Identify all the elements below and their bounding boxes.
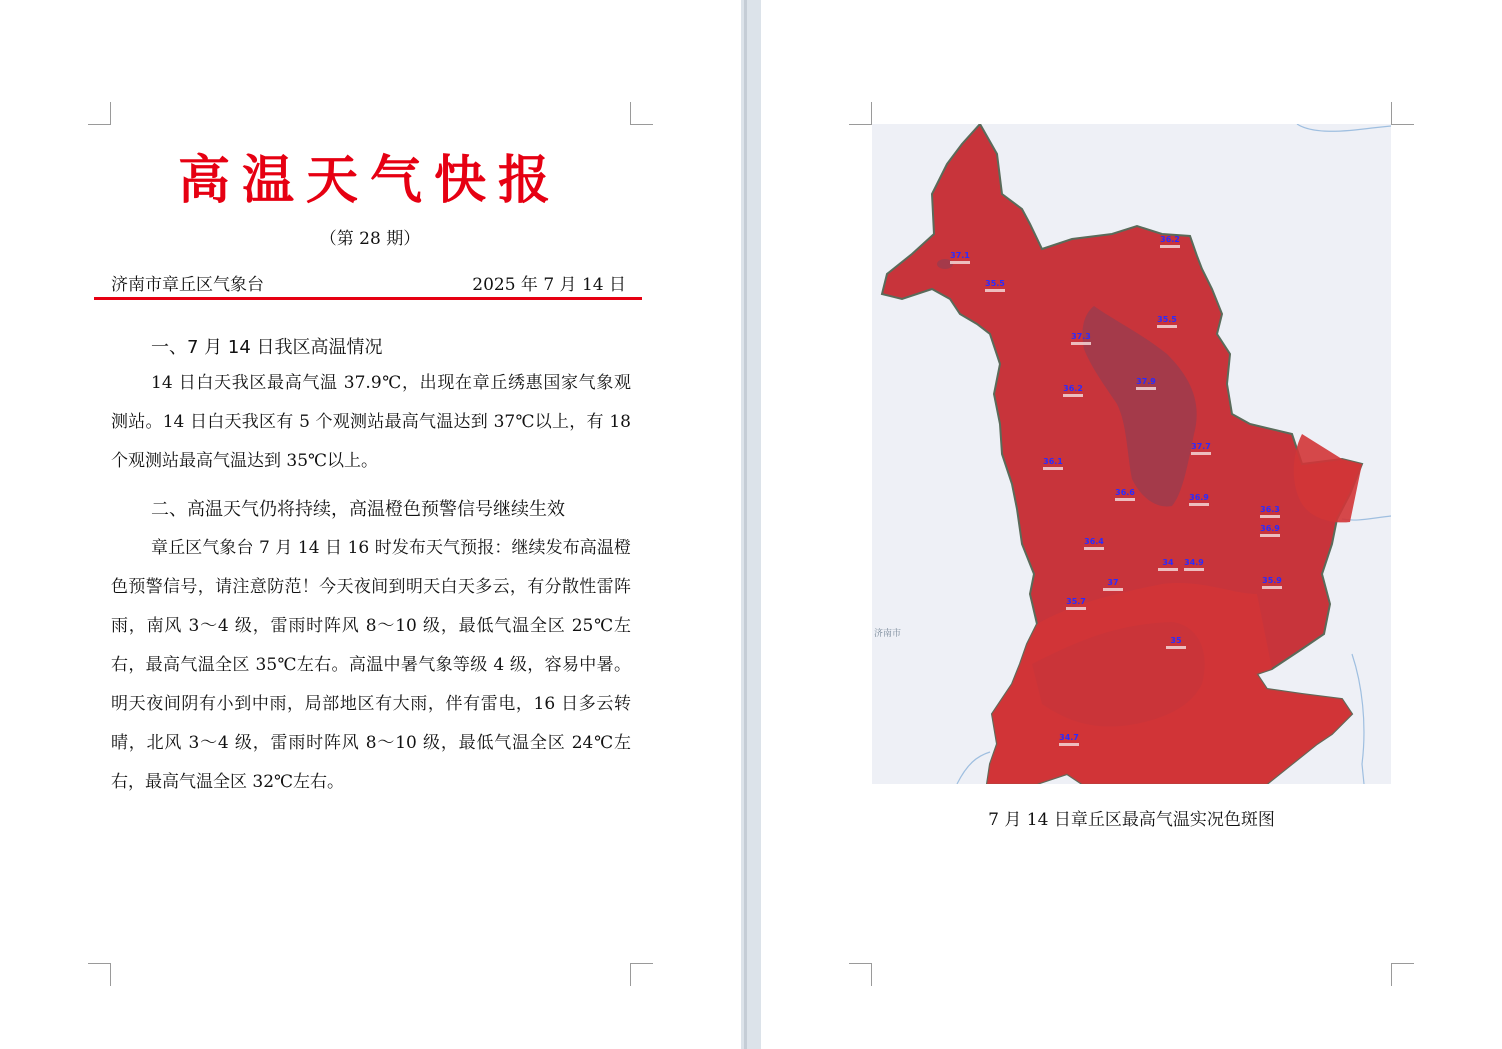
station-marker [1262,576,1282,589]
station-marker [1084,537,1104,550]
margin-corner-mark [849,102,872,125]
section-heading-1: 一、7 月 14 日我区高温情况 [151,337,383,358]
station-name-mark [1071,342,1091,345]
station-name-mark [950,261,970,264]
station-marker [985,279,1005,292]
station-marker [1043,457,1063,470]
station-temperature-value: 36.6 [1115,488,1135,497]
station-name-mark [1262,586,1282,589]
station-temperature-value: 37.3 [1071,332,1091,341]
station-temperature-value: 37.9 [1136,377,1156,386]
document-title: 高温天气快报 [177,150,562,211]
station-marker [1063,384,1083,397]
issue-number: （第 28 期） [319,229,421,249]
station-temperature-value: 35.5 [985,279,1005,288]
city-label: 济南市 [874,629,902,639]
page-gutter-divider [744,0,747,1049]
station-temperature-value: 36.1 [1043,457,1063,466]
station-name-mark [1084,547,1104,550]
station-temperature-value: 36.3 [1260,505,1280,514]
section-body-1: 14 日白天我区最高气温 37.9℃，出现在章丘绣惠国家气象观测站。14 日白天我区有 5 个观测站最高气温达到 37℃以上，有 18 个观测站最高气温达到 35℃以上。 [111,373,631,471]
station-name-mark [1189,503,1209,506]
station-temperature-value: 36.9 [1189,493,1209,502]
station-marker [1157,315,1177,328]
station-marker [1059,733,1079,746]
margin-corner-mark [88,102,111,125]
station-name-mark [1191,452,1211,455]
station-marker [1066,597,1086,610]
station-name-mark [1103,588,1123,591]
margin-corner-mark [1391,102,1414,125]
figure-caption: 7 月 14 日章丘区最高气温实况色斑图 [988,810,1275,830]
station-name-mark [1043,467,1063,470]
margin-corner-mark [849,963,872,986]
station-name-mark [1059,743,1079,746]
station-temperature-value: 37 [1107,578,1119,587]
station-marker [1184,558,1204,571]
station-name-mark [1066,607,1086,610]
margin-corner-mark [630,963,653,986]
station-temperature-value: 37.1 [950,251,970,260]
station-temperature-value: 35 [1170,636,1182,645]
red-header-rule [94,297,642,300]
issuer: 济南市章丘区气象台 [111,275,264,295]
station-temperature-value: 36.9 [1260,524,1280,533]
station-temperature-value: 34.9 [1184,558,1204,567]
station-temperature-value: 37.7 [1191,442,1211,451]
station-name-mark [1260,534,1280,537]
station-marker [1115,488,1135,501]
station-name-mark [1136,387,1156,390]
station-name-mark [1166,646,1186,649]
margin-corner-mark [1391,963,1414,986]
station-name-mark [1157,325,1177,328]
station-temperature-value: 34 [1162,558,1174,567]
station-name-mark [1063,394,1083,397]
station-temperature-value: 34.7 [1059,733,1079,742]
station-temperature-value: 36.4 [1084,537,1104,546]
station-name-mark [1260,515,1280,518]
document-page-2 [761,0,1502,1049]
margin-corner-mark [88,963,111,986]
station-marker [1160,235,1180,248]
station-name-mark [1158,568,1178,571]
station-marker [1189,493,1209,506]
document-page-1 [0,0,741,1049]
station-name-mark [1160,245,1180,248]
station-temperature-value: 35.5 [1157,315,1177,324]
issue-date: 2025 年 7 月 14 日 [472,275,626,295]
station-temperature-value: 35.7 [1066,597,1086,606]
station-marker [950,251,970,264]
margin-corner-mark [630,102,653,125]
station-name-mark [985,289,1005,292]
station-marker [1071,332,1091,345]
station-marker [1136,377,1156,390]
station-marker [1260,524,1280,537]
station-name-mark [1115,498,1135,501]
temperature-map-graphic [872,124,1391,784]
station-marker [1191,442,1211,455]
station-temperature-value: 35.9 [1262,576,1282,585]
station-temperature-value: 36.2 [1160,235,1180,244]
section-heading-2: 二、高温天气仍将持续，高温橙色预警信号继续生效 [151,499,565,520]
station-name-mark [1184,568,1204,571]
station-marker [1260,505,1280,518]
station-temperature-value: 36.2 [1063,384,1083,393]
temperature-map [872,124,1391,784]
section-body-2: 章丘区气象台 7 月 14 日 16 时发布天气预报：继续发布高温橙色预警信号，请注意防范！今天夜间到明天白天多云，有分散性雷阵雨，南风 3～4 级，雷雨时阵风 8～10 级，最低气温全区 25℃左右，最高气温全区 35℃左右。高温中暑气象等级 4 级，容易中暑。明天夜间阴有小到中雨，局部地区有大雨，伴有雷电，16 日多云转晴，北风 3～4 级，雷雨时阵风 8～10 级，最低气温全区 24℃左右，最高气温全区 32℃左右。 [111,538,631,792]
